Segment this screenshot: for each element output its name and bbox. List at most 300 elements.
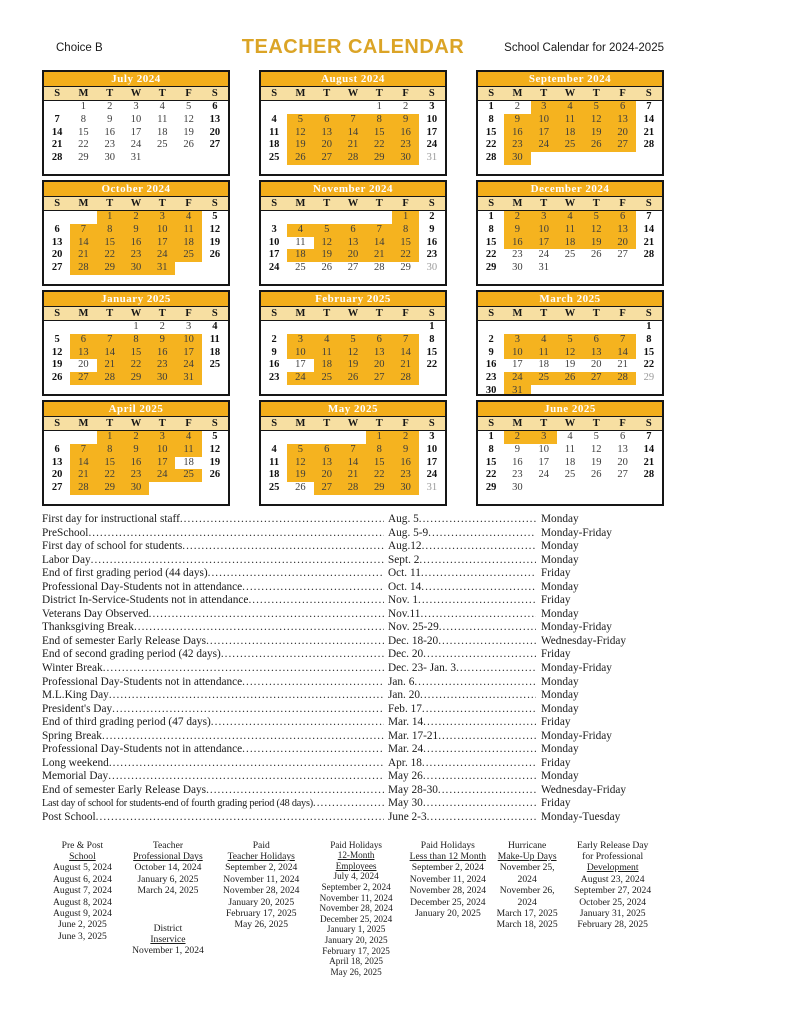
day-header-cell: T (540, 418, 548, 429)
calendar-day: 26 (340, 372, 366, 385)
month-december-2024 (476, 180, 664, 286)
event-mid (384, 676, 536, 690)
calendar-day: 19 (287, 469, 313, 482)
event-left (42, 648, 384, 662)
calendar-day: 16 (268, 359, 280, 371)
calendar-day: 26 (209, 249, 221, 261)
calendar-day: 2 (402, 101, 409, 112)
group (42, 840, 123, 943)
calendar-day: 21 (97, 359, 123, 372)
event-date: Aug. 5 (388, 513, 419, 525)
group-item: August 9, 2024 (52, 908, 112, 920)
group-title-line: Professional Days (133, 850, 203, 862)
group-item: May 26, 2025 (330, 966, 382, 977)
leader-dots (456, 662, 536, 676)
calendar-day: 8 (392, 224, 418, 237)
calendar-day: 23 (268, 372, 280, 384)
calendar-day: 14 (643, 443, 655, 455)
group-item: April 18, 2025 (329, 956, 384, 967)
event-date: Feb. 17 (388, 702, 422, 715)
event-label: End of semester Early Release Days (42, 783, 207, 796)
day-header-cell: T (323, 88, 331, 99)
event-date: Apr. 18 (388, 756, 422, 769)
calendar-day (583, 321, 609, 334)
calendar-day: 10 (426, 113, 438, 125)
calendar-day (314, 211, 340, 224)
calendar-day: 10 (149, 224, 175, 237)
calendar-day: 30 (392, 482, 418, 495)
event-row (42, 716, 664, 730)
event-label: End of third grading period (47 days) (42, 716, 211, 729)
leader-dots (422, 757, 536, 771)
calendar-day: 13 (314, 127, 340, 140)
calendar-day: 22 (485, 139, 497, 151)
group-column-7 (561, 840, 664, 982)
calendar-day: 11 (209, 333, 220, 345)
day-header-cell: S (54, 308, 61, 319)
event-label: Long weekend (42, 756, 109, 769)
day-header-row (44, 417, 228, 431)
calendar-day: 31 (175, 372, 201, 385)
calendar-day (44, 211, 70, 224)
calendar-day: 21 (340, 139, 366, 152)
day-header-cell: F (185, 88, 192, 99)
calendar-day: 24 (538, 469, 549, 481)
calendar-day: 22 (643, 359, 655, 371)
day-header-cell: S (428, 308, 435, 319)
event-day: Monday (541, 675, 579, 688)
leader-dots (419, 513, 536, 527)
calendar-day: 9 (429, 223, 435, 235)
calendar-day: 24 (149, 249, 175, 262)
calendar-day: 3 (185, 321, 192, 332)
calendar-day: 5 (287, 444, 313, 457)
calendar-day: 28 (643, 139, 655, 151)
leader-dots (96, 811, 384, 825)
event-label: Veterans Day Observed (42, 607, 149, 620)
day-header-row (44, 307, 228, 321)
calendar-day (636, 152, 662, 165)
month-days (44, 431, 228, 495)
calendar-day: 5 (557, 334, 583, 347)
calendar-day: 8 (488, 113, 494, 125)
calendar-day: 24 (130, 139, 142, 151)
calendar-day (175, 262, 201, 275)
calendar-day: 11 (269, 456, 280, 468)
calendar-day: 10 (130, 113, 142, 125)
calendar-day (202, 262, 228, 275)
leader-dots (438, 635, 536, 649)
calendar-day: 27 (51, 482, 63, 494)
calendar-day: 28 (643, 249, 655, 261)
calendar-day: 25 (175, 469, 201, 482)
calendar-day: 16 (485, 359, 497, 371)
event-left (42, 540, 384, 554)
event-date: May 28-30 (388, 783, 438, 796)
calendar-day: 19 (564, 359, 576, 371)
calendar-day (583, 482, 609, 495)
calendar-day: 12 (583, 224, 609, 237)
calendar-day: 4 (557, 211, 583, 224)
day-header-cell: M (295, 418, 306, 429)
calendar-day: 30 (426, 262, 438, 274)
calendar-day: 6 (212, 101, 218, 112)
group-item: January 20, 2025 (228, 896, 295, 908)
calendar-day: 1 (80, 101, 87, 112)
calendar-day: 8 (97, 224, 123, 237)
day-header-cell: S (271, 198, 278, 209)
calendar-day: 7 (340, 444, 366, 457)
calendar-day: 20 (609, 237, 635, 250)
calendar-day: 12 (183, 113, 194, 125)
group-item: November 11, 2024 (319, 892, 393, 903)
calendar-day: 8 (123, 334, 149, 347)
calendar-day: 27 (314, 482, 340, 495)
day-header-cell: T (106, 308, 114, 319)
event-date: Nov. 25-29 (388, 621, 439, 634)
calendar-day: 19 (583, 127, 609, 140)
calendar-day: 6 (314, 444, 340, 457)
event-mid (384, 567, 536, 581)
calendar-day (175, 152, 201, 165)
calendar-day: 12 (209, 443, 221, 455)
calendar-day: 7 (646, 431, 652, 442)
calendar-day: 27 (209, 139, 221, 151)
day-header-cell: S (54, 88, 61, 99)
calendar-day: 14 (70, 457, 96, 470)
event-date: May 26 (388, 770, 423, 783)
event-date: Mar. 17-21 (388, 729, 439, 742)
calendar-day: 10 (531, 224, 557, 237)
calendar-day: 18 (287, 249, 313, 262)
calendar-day: 30 (123, 262, 149, 275)
event-mid (384, 716, 536, 730)
leader-dots (418, 594, 536, 608)
calendar-day: 6 (54, 443, 60, 455)
calendar-day: 24 (426, 469, 438, 481)
calendar-day: 7 (366, 224, 392, 237)
day-header-cell: S (645, 308, 652, 319)
day-header-cell: M (78, 88, 89, 99)
calendar-day: 10 (287, 347, 313, 360)
calendar-day: 25 (295, 262, 306, 274)
calendar-day (44, 101, 70, 114)
calendar-day: 4 (212, 321, 218, 332)
calendar-day: 26 (557, 372, 583, 385)
day-header-cell: M (512, 418, 523, 429)
leader-dots (428, 527, 536, 541)
calendar-day: 15 (485, 456, 497, 468)
calendar-day: 31 (426, 482, 438, 494)
event-row (42, 662, 664, 676)
calendar-day (70, 321, 96, 334)
day-header-cell: S (54, 418, 61, 429)
calendar-day: 28 (392, 372, 418, 385)
calendar-day: 6 (609, 211, 635, 224)
day-header-row (261, 307, 445, 321)
event-row (42, 689, 664, 703)
day-header-cell: T (592, 308, 600, 319)
calendar-day: 11 (314, 347, 340, 360)
calendar-day: 16 (504, 127, 530, 140)
calendar-day (202, 372, 228, 385)
leader-dots (438, 784, 536, 798)
day-header-cell: F (619, 308, 626, 319)
group-item: September 2, 2024 (321, 881, 391, 892)
event-left (42, 527, 384, 541)
calendar-day: 26 (183, 139, 194, 151)
month-days (478, 101, 662, 165)
calendar-day: 29 (400, 262, 411, 274)
event-date: Jan. 20 (388, 689, 421, 702)
calendar-day (504, 321, 530, 334)
calendar-day: 16 (104, 126, 115, 138)
calendar-day (478, 321, 504, 334)
calendar-day: 24 (538, 249, 549, 261)
calendar-day (557, 262, 583, 275)
calendar-day: 4 (175, 211, 201, 224)
month-february-2025 (259, 290, 447, 396)
calendar-day: 29 (97, 262, 123, 275)
calendar-day: 16 (392, 457, 418, 470)
leader-dots (112, 703, 384, 717)
calendar-day: 16 (123, 237, 149, 250)
group-item: October 25, 2024 (579, 896, 647, 908)
leader-dots (313, 797, 384, 811)
calendar-day: 17 (538, 456, 549, 468)
calendar-day: 11 (157, 113, 168, 125)
leader-dots (102, 730, 384, 744)
group-item: August 8, 2024 (52, 896, 112, 908)
event-day: Friday (541, 797, 571, 810)
event-row (42, 757, 664, 771)
day-header-cell: S (271, 418, 278, 429)
calendar-day: 15 (97, 237, 123, 250)
leader-dots (91, 554, 384, 568)
month-title: April 2025 (44, 402, 228, 417)
month-title: February 2025 (261, 292, 445, 307)
group-column-2 (123, 840, 213, 982)
calendar-day: 3 (149, 431, 175, 444)
calendar-day: 2 (514, 101, 521, 112)
calendar-day: 29 (485, 262, 497, 274)
calendar-day: 12 (557, 347, 583, 360)
calendar-day: 12 (314, 237, 340, 250)
event-mid (384, 703, 536, 717)
calendar-day: 14 (340, 457, 366, 470)
calendar-day: 20 (314, 469, 340, 482)
calendar-day: 27 (51, 262, 63, 274)
event-label: Memorial Day (42, 770, 109, 783)
group-item: March 24, 2025 (137, 885, 199, 897)
leader-dots (242, 676, 384, 690)
day-header-row (478, 307, 662, 321)
calendar-day: 17 (295, 359, 306, 371)
calendar-day: 9 (107, 113, 113, 125)
content (42, 36, 664, 981)
calendar-day: 4 (271, 113, 277, 125)
leader-dots (438, 730, 536, 744)
calendar-day: 18 (557, 127, 583, 140)
calendar-day: 13 (366, 347, 392, 360)
event-left (42, 608, 384, 622)
calendar-day: 12 (209, 223, 221, 235)
group (403, 840, 493, 920)
calendar-day: 17 (130, 126, 142, 138)
calendar-day: 12 (583, 114, 609, 127)
leader-dots (422, 703, 536, 717)
calendar-day (609, 385, 635, 396)
event-left (42, 730, 384, 744)
day-header-row (44, 87, 228, 101)
group-item: September 27, 2024 (574, 885, 652, 897)
calendar-day (340, 431, 366, 444)
calendar-day: 24 (287, 372, 313, 385)
calendar-day: 11 (175, 224, 201, 237)
event-day: Friday (541, 648, 571, 661)
leader-dots (134, 621, 384, 635)
group-item: September 2, 2024 (411, 862, 484, 874)
calendar-day (557, 385, 583, 396)
event-left (42, 676, 384, 690)
calendar-day (340, 211, 366, 224)
calendar-day (175, 482, 201, 495)
group-title-line: School (69, 850, 96, 862)
calendar-day: 26 (287, 152, 313, 165)
day-header-cell: S (54, 198, 61, 209)
calendar-day: 11 (295, 236, 306, 248)
leader-dots (423, 648, 536, 662)
day-header-cell: T (158, 88, 166, 99)
event-mid (384, 621, 536, 635)
event-row (42, 527, 664, 541)
calendar-day: 1 (488, 431, 494, 442)
event-left (42, 743, 384, 757)
event-day: Monday (541, 770, 579, 783)
group-title-line: Make-Up Days (497, 850, 557, 862)
month-days (478, 211, 662, 275)
group (561, 840, 664, 931)
day-header-cell: M (295, 88, 306, 99)
day-header-cell: F (185, 198, 192, 209)
event-row (42, 730, 664, 744)
group-column-4 (309, 840, 402, 982)
calendar-day: 19 (591, 456, 602, 468)
event-mid (384, 662, 536, 676)
calendar-day: 24 (426, 139, 438, 151)
event-mid (384, 540, 536, 554)
group-title-line: Inservice (150, 934, 186, 946)
calendar-day: 17 (531, 237, 557, 250)
calendar-day (261, 101, 287, 114)
day-header-cell: T (375, 308, 383, 319)
day-header-cell: T (540, 88, 548, 99)
month-title: January 2025 (44, 292, 228, 307)
calendar-day (261, 211, 287, 224)
calendar-day: 8 (80, 113, 87, 125)
calendar-day (287, 211, 313, 224)
leader-dots (206, 635, 384, 649)
month-days (478, 321, 662, 396)
event-label: Professional Day-Students not in attendance (42, 675, 243, 688)
event-row (42, 784, 664, 798)
month-title: July 2024 (44, 72, 228, 87)
calendar-day (636, 385, 662, 396)
month-title: May 2025 (261, 402, 445, 417)
day-header-cell: S (428, 198, 435, 209)
day-header-cell: W (564, 418, 576, 429)
calendar-day (202, 152, 228, 165)
calendar-day: 7 (70, 224, 96, 237)
calendar-day: 23 (504, 139, 530, 152)
calendar-day (636, 262, 662, 275)
leader-dots (427, 811, 536, 825)
calendar-day (97, 321, 123, 334)
calendar-day: 1 (376, 101, 382, 112)
calendar-day: 19 (340, 359, 366, 372)
calendar-day: 9 (392, 114, 418, 127)
calendar-day: 23 (149, 359, 175, 372)
calendar-day: 4 (531, 334, 557, 347)
calendar-day (149, 482, 175, 495)
event-label: Winter Break (42, 662, 103, 675)
calendar-day: 4 (287, 224, 313, 237)
calendar-day: 29 (485, 482, 497, 494)
leader-dots (420, 689, 536, 703)
month-title: December 2024 (478, 182, 662, 197)
group-item: August 5, 2024 (52, 862, 112, 874)
calendar-day (609, 262, 635, 275)
group-item: November 1, 2024 (132, 945, 204, 957)
group-column-6 (493, 840, 561, 982)
calendar-day: 13 (209, 113, 221, 125)
event-row (42, 554, 664, 568)
calendar-day: 2 (107, 101, 113, 112)
calendar-day (392, 321, 418, 334)
event-label: End of second grading period (42 days) (42, 648, 221, 661)
calendar-day: 10 (538, 443, 549, 455)
event-row (42, 797, 664, 811)
event-left (42, 554, 384, 568)
calendar-day (261, 321, 287, 334)
calendar-day: 25 (557, 139, 583, 152)
leader-dots (182, 540, 384, 554)
event-row (42, 743, 664, 757)
calendar-day: 22 (426, 359, 438, 371)
group-item: February 17, 2025 (225, 908, 297, 920)
day-header-cell: T (158, 418, 166, 429)
event-row (42, 567, 664, 581)
month-september-2024 (476, 70, 664, 176)
month-title: August 2024 (261, 72, 445, 87)
calendar-day: 2 (123, 211, 149, 224)
event-mid (384, 554, 536, 568)
calendar-day: 29 (643, 372, 655, 384)
group-item: January 20, 2025 (324, 934, 388, 945)
event-day: Monday-Tuesday (541, 811, 621, 824)
calendar-day: 6 (314, 114, 340, 127)
calendar-day: 16 (504, 237, 530, 250)
calendar-day: 1 (133, 321, 139, 332)
calendar-day: 5 (583, 101, 609, 114)
leader-dots (221, 648, 384, 662)
event-date: Dec. 20 (388, 648, 424, 661)
calendar-day: 12 (51, 346, 63, 358)
event-label: First day of school for students (42, 540, 183, 553)
leader-dots (206, 784, 384, 798)
group-item: February 28, 2025 (577, 919, 648, 931)
event-day: Monday (541, 689, 579, 702)
